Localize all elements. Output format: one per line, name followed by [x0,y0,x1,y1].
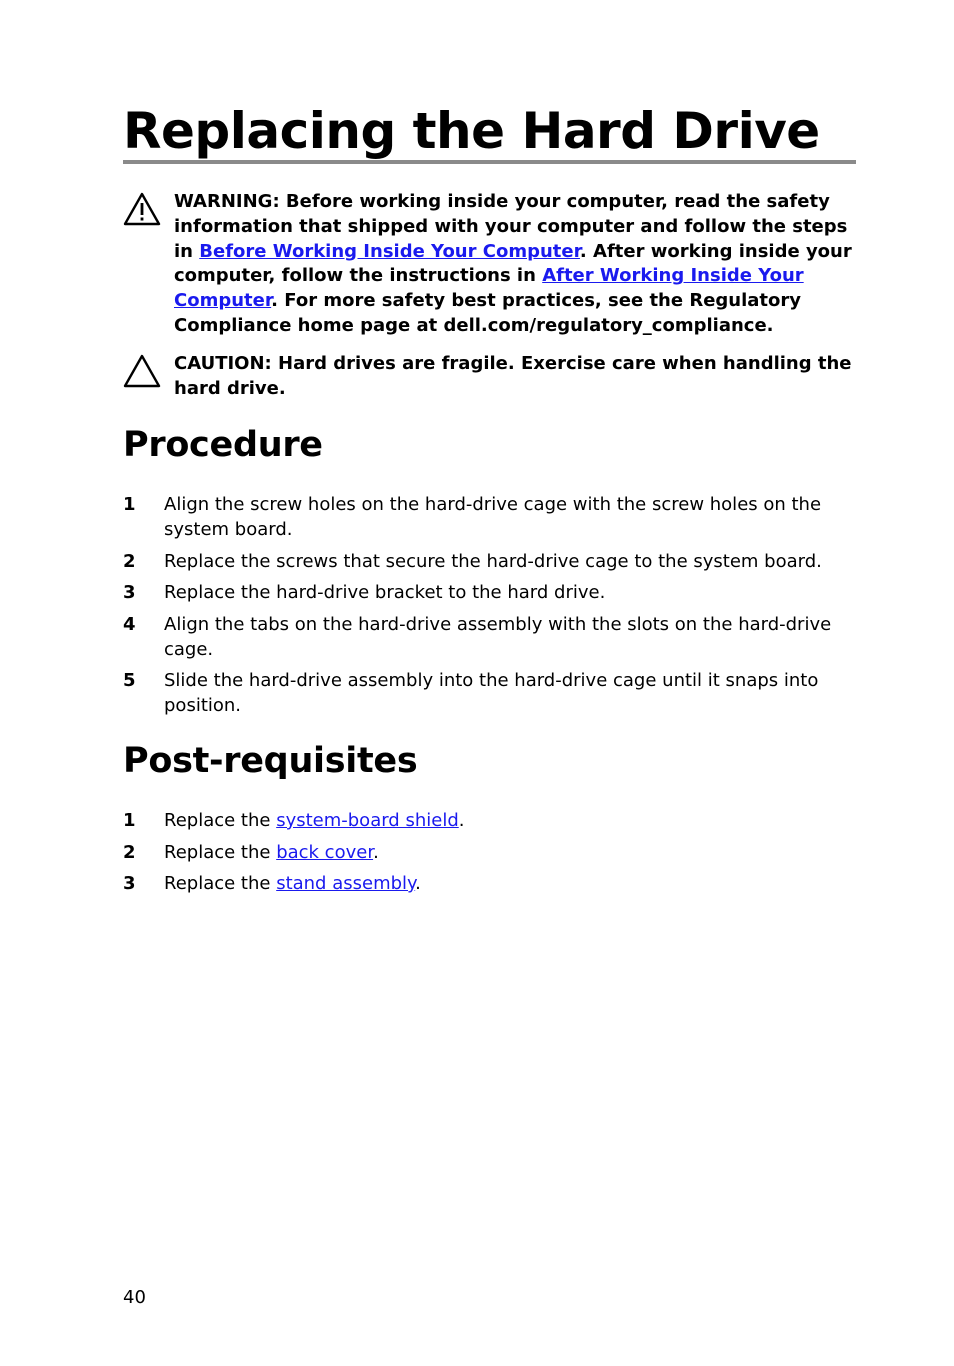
list-item: 1 Replace the system-board shield. [123,810,465,831]
after-working-link[interactable]: After Working Inside Your Computer [174,265,804,312]
stand-assembly-link[interactable]: stand assembly [276,873,416,894]
caution-notice [123,352,856,402]
page-number: 40 [123,1287,146,1308]
caution-text: CAUTION: Hard drives are fragile. Exercise care when handling the hard drive. [174,353,852,399]
warning-text: WARNING: Before working inside your computer, read the safety information that shipped with your computer and follow the steps in Before Working Inside Your Computer. After working inside your computer, follow the instructions in After Working Inside Your Computer. For more safety best practices, see the Regulatory Compliance home page at dell.com/regulatory_compliance. [174,191,852,336]
system-board-shield-link[interactable]: system-board shield [276,810,459,831]
page-title: Replacing the Hard Drive [123,102,820,160]
list-item: 3 Replace the hard-drive bracket to the hard drive. [123,582,606,603]
before-working-link[interactable]: Before Working Inside Your Computer [199,240,580,262]
procedure-heading: Procedure [123,425,323,465]
list-item: 3 Replace the stand assembly. [123,873,421,894]
post-requisites-steps [123,808,856,903]
list-item: 5 Slide the hard-drive assembly into the hard-drive cage until it snaps into position. [123,670,819,716]
list-item: 2 Replace the back cover. [123,841,379,863]
back-cover-link[interactable]: back cover [276,841,374,863]
list-item: 1 Align the screw holes on the hard-drive cage with the screw holes on the system board. [123,494,822,540]
warning-triangle-icon [123,192,161,226]
caution-triangle-icon [123,354,161,388]
list-item: 2 Replace the screws that secure the hard-drive cage to the system board. [123,550,822,572]
title-rule [123,160,856,164]
procedure-steps [123,492,856,725]
warning-notice [123,190,856,339]
post-requisites-heading: Post-requisites [123,741,418,781]
list-item: 4 Align the tabs on the hard-drive assembly with the slots on the hard-drive cage. [123,613,832,660]
